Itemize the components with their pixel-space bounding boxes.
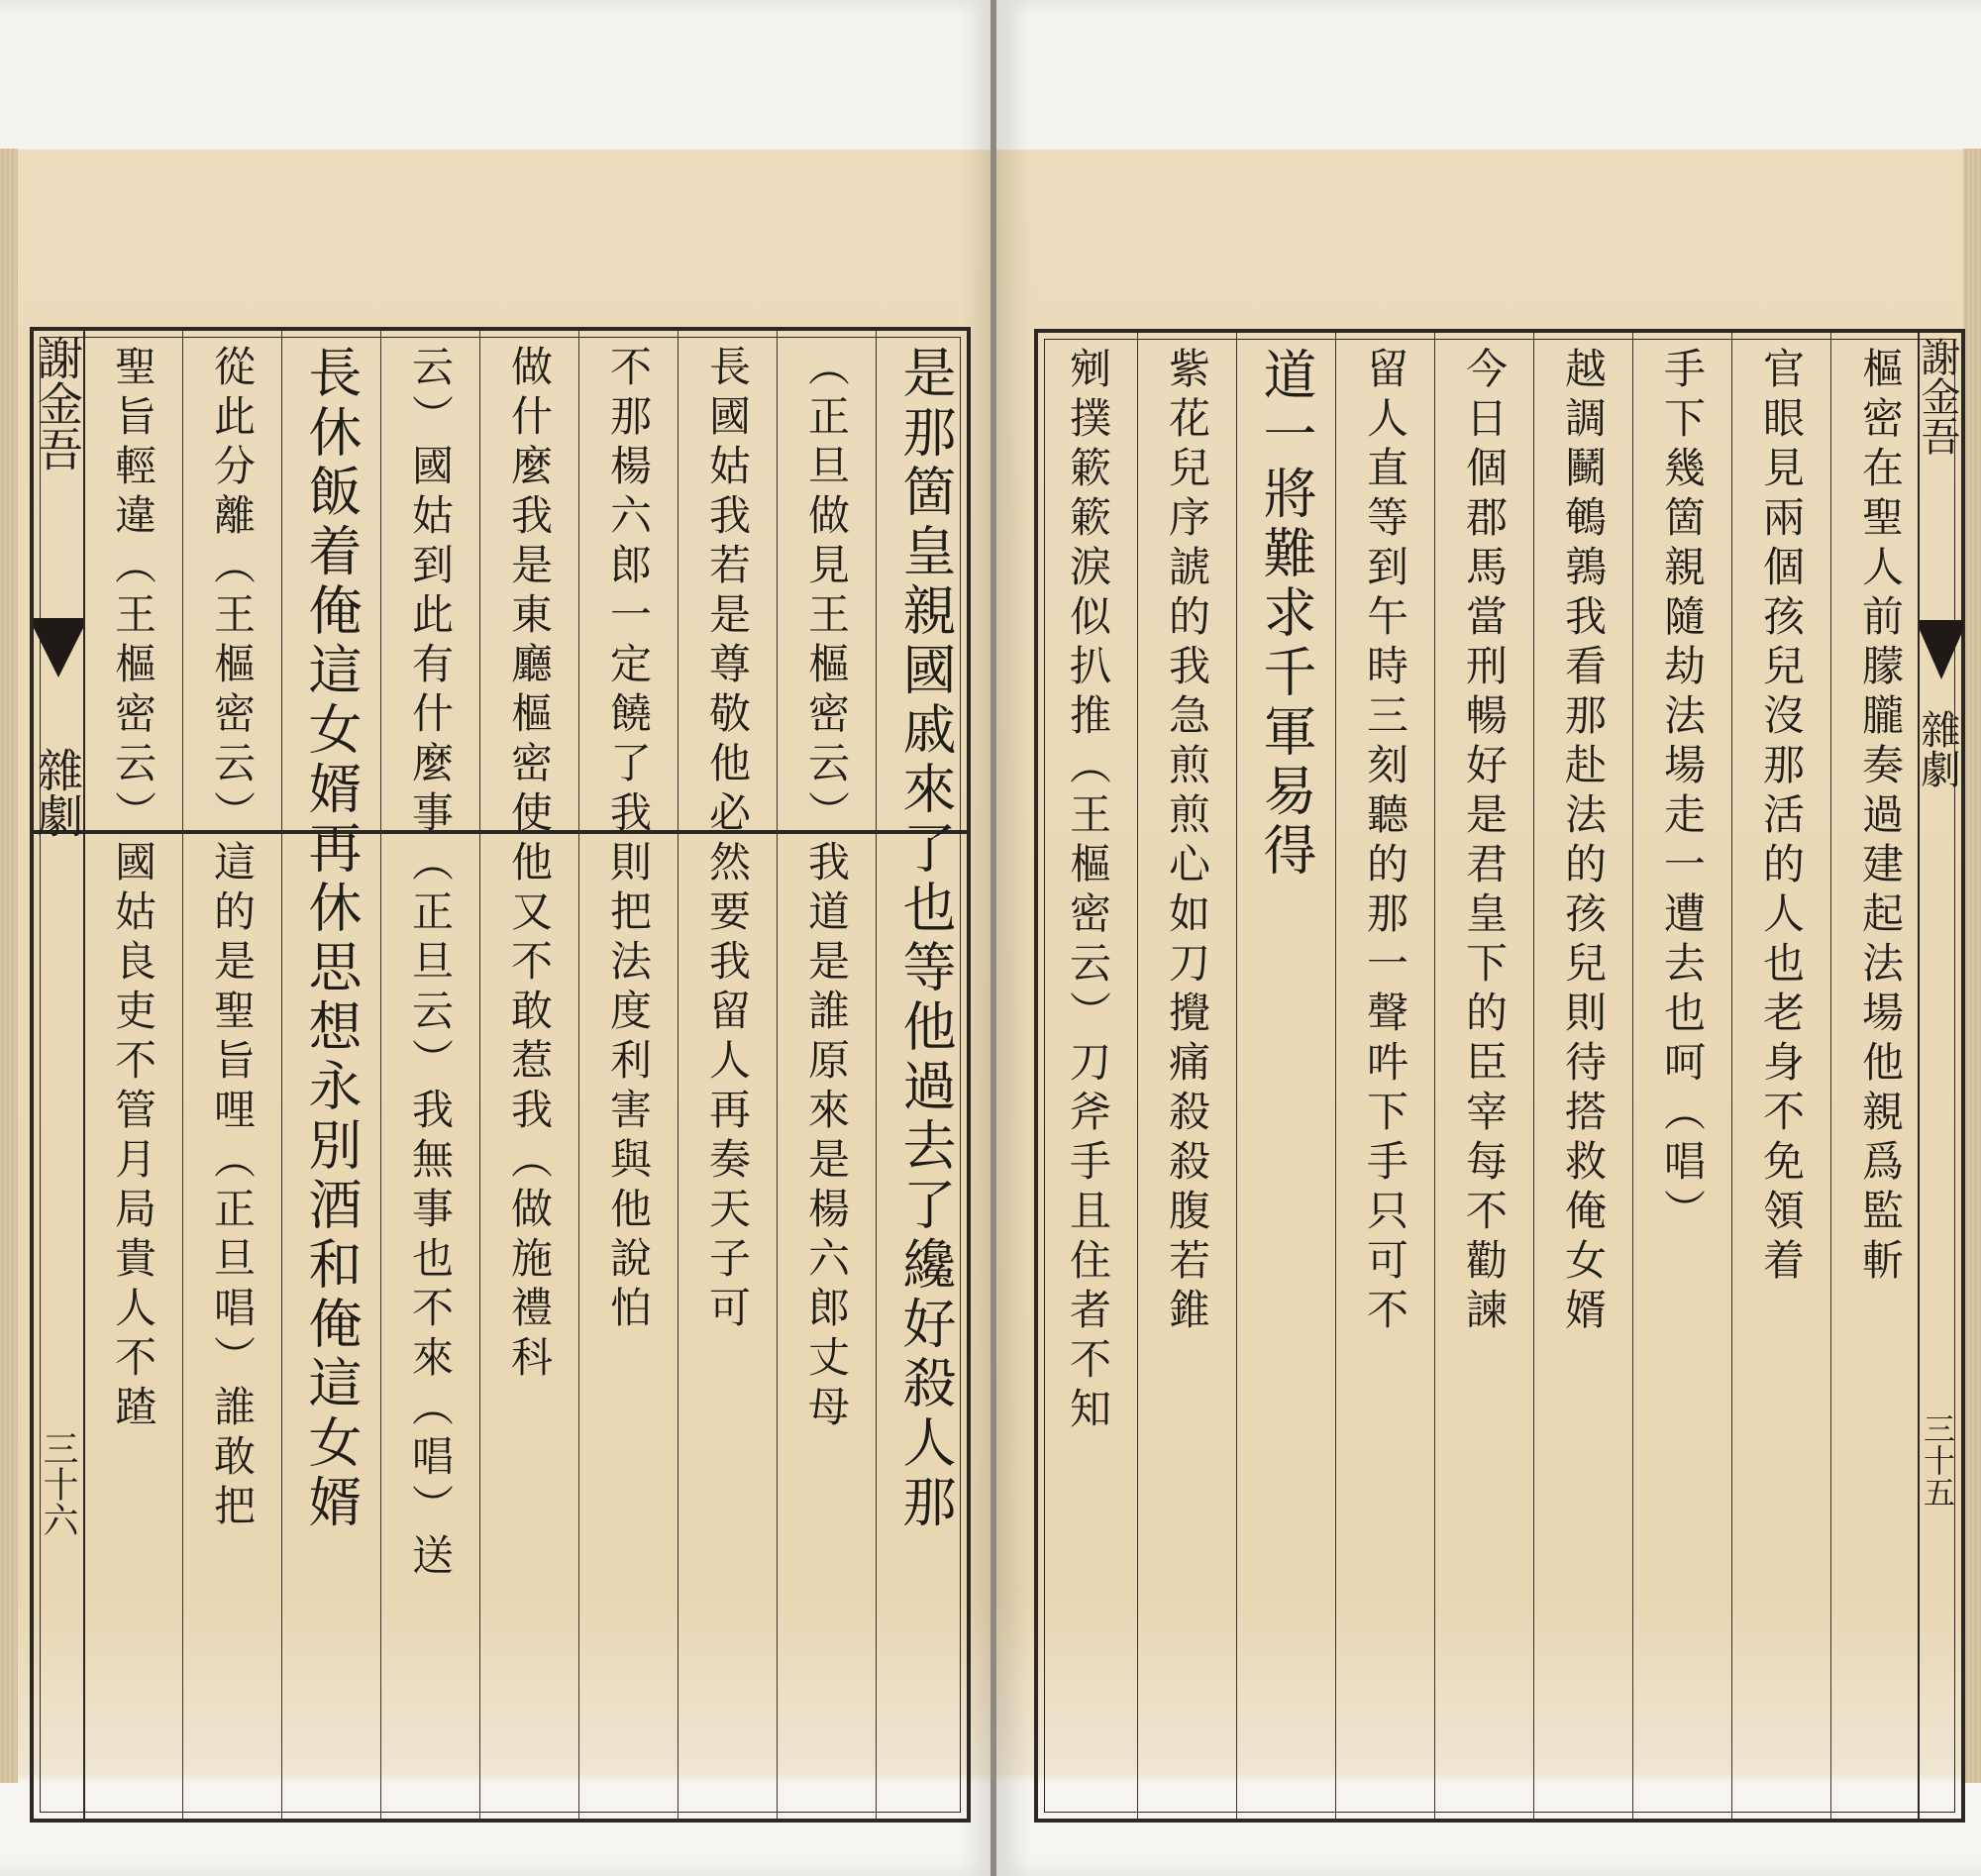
left-text-column-8: 從此分離（王樞密云）這的是聖旨哩（正旦唱）誰敢把	[208, 345, 257, 1533]
right-text-column-7: 道一將難求千軍易得	[1255, 347, 1317, 882]
right-text-column-8: 紫花兒序諕的我急煎煎心如刀攪痛殺殺腹若錐	[1163, 347, 1211, 1337]
left-text-column-5: 做什麼我是東廳樞密使他又不敢惹我（做施禮科	[505, 345, 554, 1385]
left-text-block	[30, 327, 971, 1823]
right-text-column-1: 樞密在聖人前朦朧奏過建起法場他親爲監斬	[1856, 347, 1905, 1288]
left-banxin-section: 雜劇	[31, 747, 84, 838]
right-text-block	[1034, 329, 1965, 1823]
right-banxin-folio: 三十五	[1919, 1412, 1956, 1508]
fishtail-mark	[34, 618, 83, 677]
left-text-column-7: 長休飯着俺這女婿再休思想永別酒和俺這女婿	[300, 345, 363, 1533]
right-leaf	[996, 0, 1981, 1876]
left-text-column-6: 云）國姑到此有什麼事（正旦云）我無事也不來（唱）送	[406, 345, 455, 1583]
left-text-column-2: （正旦做見王樞密云）我道是誰原來是楊六郎丈母	[802, 345, 851, 1434]
right-text-column-2: 官眼見兩個孩兒沒那活的人也老身不免領着	[1757, 347, 1806, 1288]
page-edge-stack	[0, 149, 18, 1783]
right-text-column-5: 今日個郡馬當刑暢好是君皇下的臣宰每不勸諫	[1460, 347, 1509, 1337]
fishtail-mark	[1920, 620, 1963, 679]
right-banxin-title: 謝金吾	[1915, 337, 1960, 456]
right-banxin-section: 雜劇	[1915, 709, 1960, 788]
left-banxin	[31, 331, 85, 1819]
left-banxin-title: 謝金吾	[31, 335, 84, 471]
left-banxin-folio: 三十六	[38, 1430, 78, 1537]
right-text-column-4: 越調鬭鵪鶉我看那赴法的孩兒則待搭救俺女婿	[1559, 347, 1608, 1337]
right-text-column-3: 手下幾箇親隨劫法場走一遭去也呵（唱）	[1658, 347, 1707, 1238]
right-banxin-strip	[1915, 333, 1963, 1819]
left-text-column-3: 長國姑我若是尊敬他必然要我留人再奏天子可	[703, 345, 752, 1335]
left-text-column-9: 聖旨輕違（王樞密云）國姑良吏不管月局貴人不蹅	[109, 345, 157, 1434]
right-text-column-9: 剜撲簌簌淚似扒推（王樞密云）刀斧手且住者不知	[1064, 347, 1112, 1436]
page-edge-stack	[1963, 149, 1981, 1783]
left-text-column-1: 是那箇皇親國戚來了也等他過去了纔好殺人那	[894, 345, 957, 1533]
right-text-column-6: 留人直等到午時三刻聽的那一聲吽下手只可不	[1361, 347, 1409, 1337]
left-text-column-4: 不那楊六郎一定饒了我則把法度利害與他說怕	[604, 345, 653, 1335]
